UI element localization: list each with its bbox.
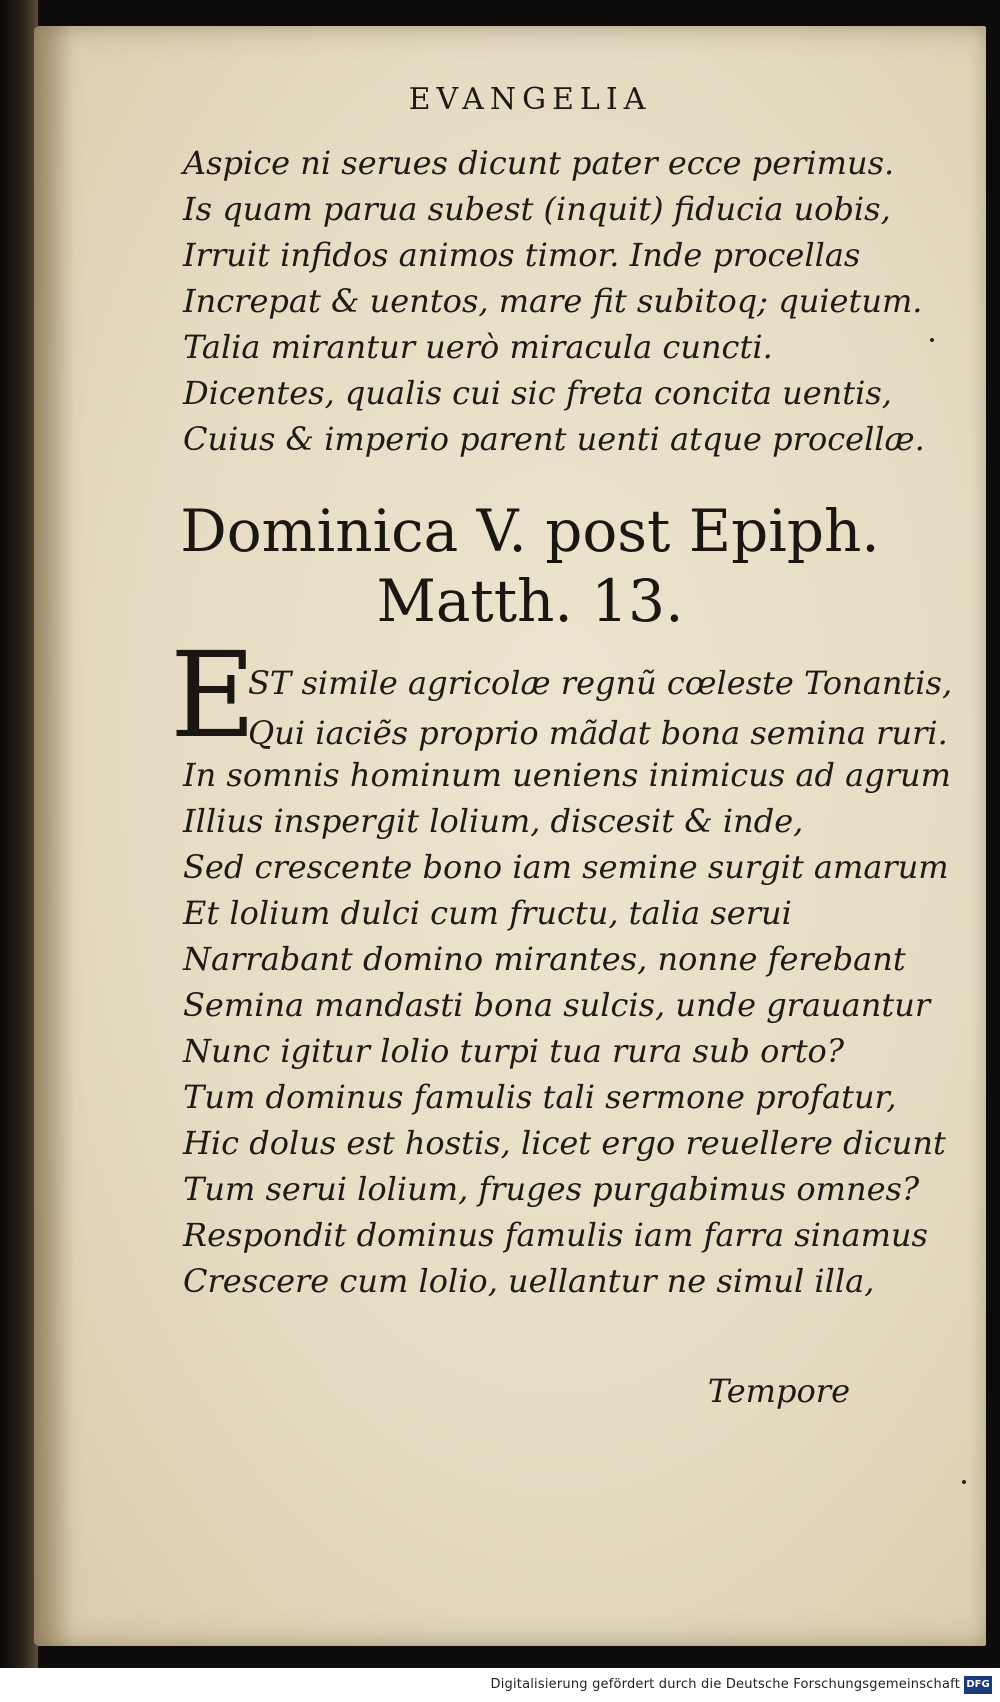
running-head: EVANGELIA (408, 82, 652, 117)
verse-line: Illius inspergit lolium, discesit & inde, (183, 802, 804, 840)
verse-line: Semina mandasti bona sulcis, unde grauantur (183, 986, 931, 1024)
verse-line: Respondit dominus famulis iam farra sinamus (183, 1216, 928, 1254)
verse-line: Irruit infidos animos timor. Inde procellas (183, 236, 861, 274)
ink-speck (962, 1480, 966, 1484)
verse-line: Tum serui lolium, fruges purgabimus omnes? (183, 1170, 920, 1208)
catchword: Tempore (707, 1372, 850, 1410)
verse-line: Is quam parua subest (inquit) fiducia uobis, (183, 190, 891, 228)
verse-line: Et lolium dulci cum fructu, talia serui (183, 894, 792, 932)
verse-line: Hic dolus est hostis, licet ergo reuellere dicunt (183, 1124, 946, 1162)
verse-line: Talia mirantur uerò miracula cuncti. (183, 328, 773, 366)
verse-block-opening (248, 658, 953, 758)
book-spine-edge (0, 0, 38, 1702)
verse-line: ST simile agricolæ regnũ cœleste Tonantis, (248, 664, 953, 702)
verse-line: Tum dominus famulis tali sermone profatur, (183, 1078, 897, 1116)
verse-line: Narrabant domino mirantes, nonne ferebant (183, 940, 906, 978)
dfg-logo-icon: DFG (964, 1676, 992, 1694)
verse-line: Cuius & imperio parent uenti atque procellæ. (183, 420, 925, 458)
verse-line: In somnis hominum ueniens inimicus ad agrum (183, 756, 951, 794)
ink-speck (930, 338, 934, 342)
digitization-credit-bar (0, 1668, 1000, 1702)
verse-line: Increpat & uentos, mare fit subitoq; quietum. (183, 282, 923, 320)
page-gutter-shadow (34, 26, 74, 1646)
section-heading-reference: Matth. 13. (376, 567, 684, 635)
section-heading: Dominica V. post Epiph. (180, 497, 880, 565)
verse-line: Nunc igitur lolio turpi tua rura sub orto? (183, 1032, 844, 1070)
verse-line: Aspice ni serues dicunt pater ecce perimus. (183, 144, 895, 182)
verse-line: Sed crescente bono iam semine surgit amarum (183, 848, 949, 886)
verse-line: Crescere cum lolio, uellantur ne simul illa, (183, 1262, 875, 1300)
verse-block-body (183, 752, 951, 1304)
drop-cap-initial: E (170, 626, 257, 764)
verse-line: Dicentes, qualis cui sic freta concita uentis, (183, 374, 892, 412)
credit-text: Digitalisierung gefördert durch die Deutsche Forschungsgemeinschaft (490, 1677, 960, 1692)
verse-line: Qui iaciẽs proprio mãdat bona semina ruri. (248, 714, 948, 752)
verse-block-top (183, 140, 923, 462)
